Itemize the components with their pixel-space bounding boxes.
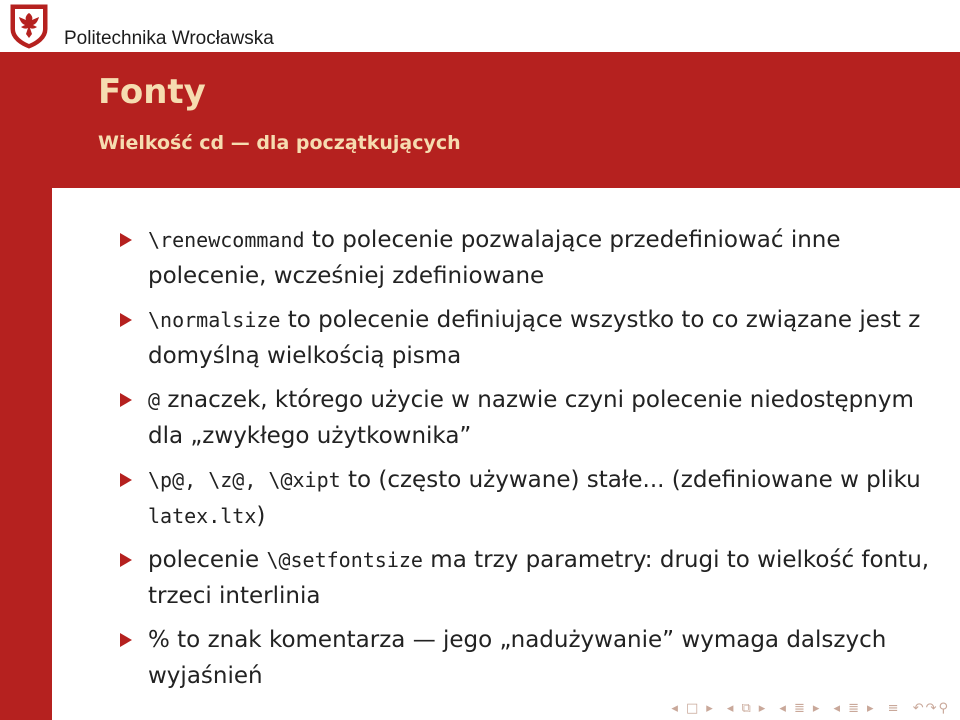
nav-prev-frame-icon[interactable]: ◂ xyxy=(671,701,680,716)
nav-next-subsection-icon[interactable]: ▸ xyxy=(758,701,768,716)
item-text-end: ) xyxy=(256,503,266,529)
list-item xyxy=(116,622,936,694)
slide-title: Fonty xyxy=(98,72,206,112)
slide-subtitle: Wielkość cd — dla początkujących xyxy=(98,132,461,154)
triangle-bullet-icon xyxy=(120,313,132,327)
command-name: @ xyxy=(148,388,161,412)
command-name: \normalsize xyxy=(148,308,281,332)
frame-title-bar xyxy=(52,52,960,188)
triangle-bullet-icon xyxy=(120,393,132,407)
list-item xyxy=(116,462,936,534)
nav-next-part-icon[interactable]: ▸ xyxy=(866,701,876,716)
item-text: to polecenie definiujące wszystko to co związane jest z domyślną wielkością pisma xyxy=(148,307,921,369)
item-text: to (często używane) stałe... (zdefiniowane w pliku xyxy=(340,467,921,493)
command-name: \p@, \z@, \@xipt xyxy=(148,468,341,492)
nav-toc-icon[interactable]: ≡ xyxy=(887,701,901,716)
nav-prev-part-icon[interactable]: ◂ xyxy=(833,701,843,716)
nav-part-icon[interactable]: ≣ xyxy=(848,701,861,716)
item-text-pre: polecenie xyxy=(148,547,267,573)
item-text: % to znak komentarza — jego „nadużywanie” wymaga dalszych wyjaśnień xyxy=(148,627,887,689)
eagle-crest-icon xyxy=(9,3,49,49)
list-item xyxy=(116,382,936,454)
command-name: \@setfontsize xyxy=(266,548,423,572)
list-item xyxy=(116,542,936,614)
nav-frame-icon[interactable]: □ xyxy=(685,701,701,716)
nav-subsection-icon[interactable]: ⧉ xyxy=(741,701,753,716)
command-name: \renewcommand xyxy=(148,228,305,252)
list-item xyxy=(116,222,936,294)
item-text: znaczek, którego użycie w nazwie czyni polecenie niedostępnym dla „zwykłego użytkownika” xyxy=(148,387,914,449)
beamer-navigation xyxy=(665,701,950,716)
nav-prev-section-icon[interactable]: ◂ xyxy=(779,701,788,716)
triangle-bullet-icon xyxy=(120,473,132,487)
slide-content xyxy=(116,222,936,702)
nav-next-section-icon[interactable]: ▸ xyxy=(812,701,822,716)
university-name: Politechnika Wrocławska xyxy=(64,28,274,49)
nav-section-icon[interactable]: ≣ xyxy=(793,701,807,716)
item-text: ma trzy parametry: drugi to wielkość fontu, trzeci interlinia xyxy=(148,547,930,609)
left-sidebar xyxy=(0,0,52,720)
item-text: to polecenie pozwalające przedefiniować inne polecenie, wcześniej zdefiniowane xyxy=(148,227,841,289)
triangle-bullet-icon xyxy=(120,553,132,567)
file-name: latex.ltx xyxy=(148,504,257,528)
nav-next-frame-icon[interactable]: ▸ xyxy=(706,701,715,716)
list-item xyxy=(116,302,936,374)
nav-search-icon[interactable]: ↶↷⚲ xyxy=(912,701,950,716)
top-header xyxy=(0,0,960,52)
triangle-bullet-icon xyxy=(120,233,132,247)
nav-prev-subsection-icon[interactable]: ◂ xyxy=(726,701,736,716)
triangle-bullet-icon xyxy=(120,633,132,647)
